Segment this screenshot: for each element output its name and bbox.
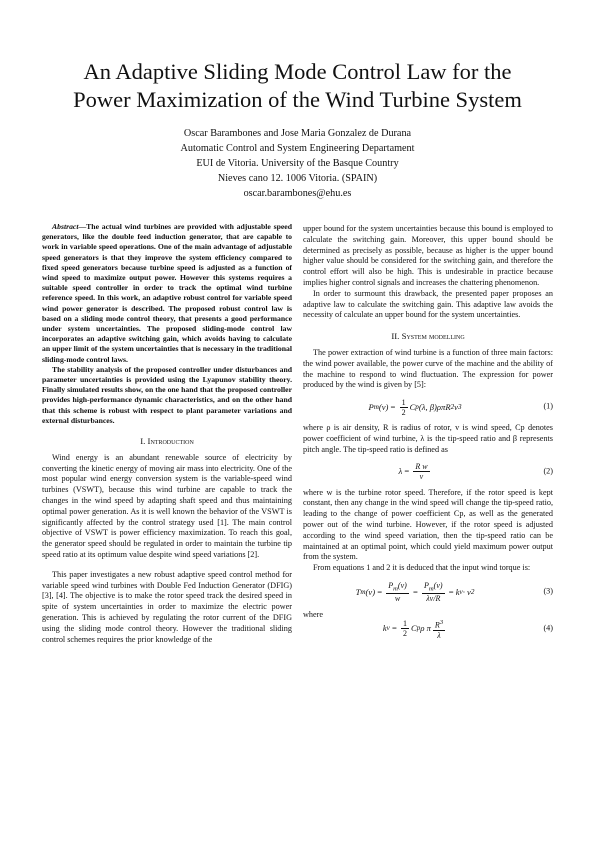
equation-2 bbox=[303, 459, 553, 485]
section-title: System modelling bbox=[401, 331, 465, 342]
abstract-label: Abstract bbox=[52, 222, 79, 231]
abstract-text: —The actual wind turbines are provided with adjustable speed generators, like the double feed induction generator, that are capable to work in variable speed operations. One of the main advantage of adjustable speed generators is that they improve the system efficiency compared to fixed speed generators because turbine speed is adjusted as a function of wind speed to maximize output power. However this systems requires a suitable speed controller in order to track the optimal wind turbine reference speed. In this work, an adaptive robust control for variable speed wind power generator is described. The proposed robust control law is based on a sliding mode control theory, that presents a good performance under system uncertainties. The proposed sliding-mode control law incorporates an adaptive switching gain, which avoids having to calculate an upper limit of the system uncertainties that is necessary in the traditional sliding-mode control laws. bbox=[42, 222, 292, 364]
title-line-1: An Adaptive Sliding Mode Control Law for the bbox=[83, 59, 512, 84]
affiliation-2: EUI de Vitoria. University of the Basque Country bbox=[196, 158, 399, 169]
equation-3 bbox=[303, 577, 553, 607]
where-text: where bbox=[303, 609, 324, 619]
equation-3-body: T m (v) = $\frac{P_m(v)}{w}$ = $\frac{P_m(v)}{\lambda v/R}$ = k v · v 2 bbox=[355, 580, 475, 604]
section-number: II. bbox=[391, 331, 402, 342]
equation-4 bbox=[303, 615, 553, 643]
left-column bbox=[42, 222, 292, 645]
authors: Oscar Barambones and Jose Maria Gonzalez de Durana bbox=[183, 128, 412, 139]
equation-1-body: P m (v) = $\frac{1}{2}$ C p (λ, β)ρπR 2 v 3 bbox=[368, 397, 462, 417]
section-heading-system-modelling bbox=[303, 331, 553, 342]
intro-paragraph-1: Wind energy is an abundant renewable source of electricity by converting the kinetic energy of moving air mass into electricity. One of the most popular wind energy conversion system is the variable-speed wind turbines (VSWT), because this wind turbine are capable to track the changes in the wind speed by adapting shaft speed and thus maintaining optimal power generation. As it is well known the behavior of the VSWT is significantly affected by the control strategy used [1]. The main control objective of VSWT is power efficiency maximization. To reach this goal, the generator speed should be regulated in order to maintain the turbine tip speed ratio at its optimum value despite wind speed variations [2]. bbox=[42, 452, 292, 560]
intro-paragraph-2: This paper investigates a new robust adaptive speed control method for variable speed wind turbines with Double Fed Induction Generator (DFIG) [3], [4]. The objective is to make the rotor speed track the desired speed in spite of system uncertainties in order to maximize the electric power generation. This is achieved by regulating the rotor current of the DFIG using the sliding mode control theory. However the traditional sliding control schemes requires the prior knowledge of the bbox=[42, 569, 292, 644]
affiliation-1: Automatic Control and System Engineering Departament bbox=[180, 143, 415, 154]
equation-2-body: λ = $\frac{\text{R w}}{v}$ bbox=[398, 462, 428, 482]
right-paragraph-0: upper bound for the system uncertainties because this bound is employed to calculate the switching gain. Moreover, this upper bound should be determined as precisely as possible, because as higher is the upper bound higher value should be considered for the switching gain, and therefore the control effort will also be high. This is undesirable in practice because implies higher control signals and increases the chattering phenomenon. bbox=[303, 224, 553, 287]
section-title: Introduction bbox=[147, 436, 194, 447]
equation-4-number: (4) bbox=[543, 623, 553, 633]
model-paragraph-3: where w is the turbine rotor speed. Therefore, if the rotor speed is kept constant, then any change in the wind speed will change the tip-speed ratio, leading to the change of power coefficient Cp, as well as the generated power out of the wind turbine. However, if the rotor speed is adjusted according to the wind speed variation, then the tip-speed ratio can be maintained at an optimal point, which could yield maximum power output from the system. bbox=[303, 487, 553, 562]
abstract bbox=[42, 222, 292, 365]
author-block bbox=[30, 126, 565, 201]
model-paragraph-4: From equations 1 and 2 it is deduced that the input wind torque is: bbox=[313, 563, 531, 573]
section-heading-introduction bbox=[42, 436, 292, 447]
equation-2-number: (2) bbox=[543, 466, 553, 476]
right-paragraph-1: In order to surmount this drawback, the presented paper proposes an adaptive law to calculate the switching gain. This adaptive law avoids the necessity of calculate an upper bound for the system uncertainties. bbox=[303, 288, 553, 320]
paper-title bbox=[30, 58, 565, 114]
email: oscar.barambones@ehu.es bbox=[243, 188, 352, 199]
affiliation-3: Nieves cano 12. 1006 Vitoria. (SPAIN) bbox=[217, 173, 378, 184]
model-paragraph-2: where ρ is air density, R is radius of rotor, v is wind speed, Cp denotes power coefficient of wind turbine, λ is the tip-speed ratio and β represents pitch angle. The tip-speed ratio is defined as bbox=[303, 423, 553, 454]
equation-4-body: k v = $\frac{1}{2}$ C p ρ π $\frac{R^3}{\lambda}$ bbox=[382, 618, 444, 640]
model-paragraph-1: The power extraction of wind turbine is a function of three main factors: the wind power available, the power curve of the machine and the ability of the machine to respond to wind fluctuation. The expression for power produced by the wind is given by [5]: bbox=[303, 347, 553, 390]
section-number: I. bbox=[140, 436, 148, 447]
right-column bbox=[303, 224, 553, 646]
title-line-2: Power Maximization of the Wind Turbine System bbox=[73, 87, 522, 112]
equation-3-number: (3) bbox=[543, 586, 553, 596]
abstract-paragraph-2: The stability analysis of the proposed controller under disturbances and parameter uncertainties is provided using the Lyapunov stability theory. Finally simulated results show, on the one hand that the proposed controller provides high-performance dynamic characteristics, and on the other hand that this scheme is robust with respect to plant parameter variations and external disturbances. bbox=[42, 364, 292, 425]
equation-1-number: (1) bbox=[543, 401, 553, 411]
equation-1 bbox=[303, 394, 553, 420]
